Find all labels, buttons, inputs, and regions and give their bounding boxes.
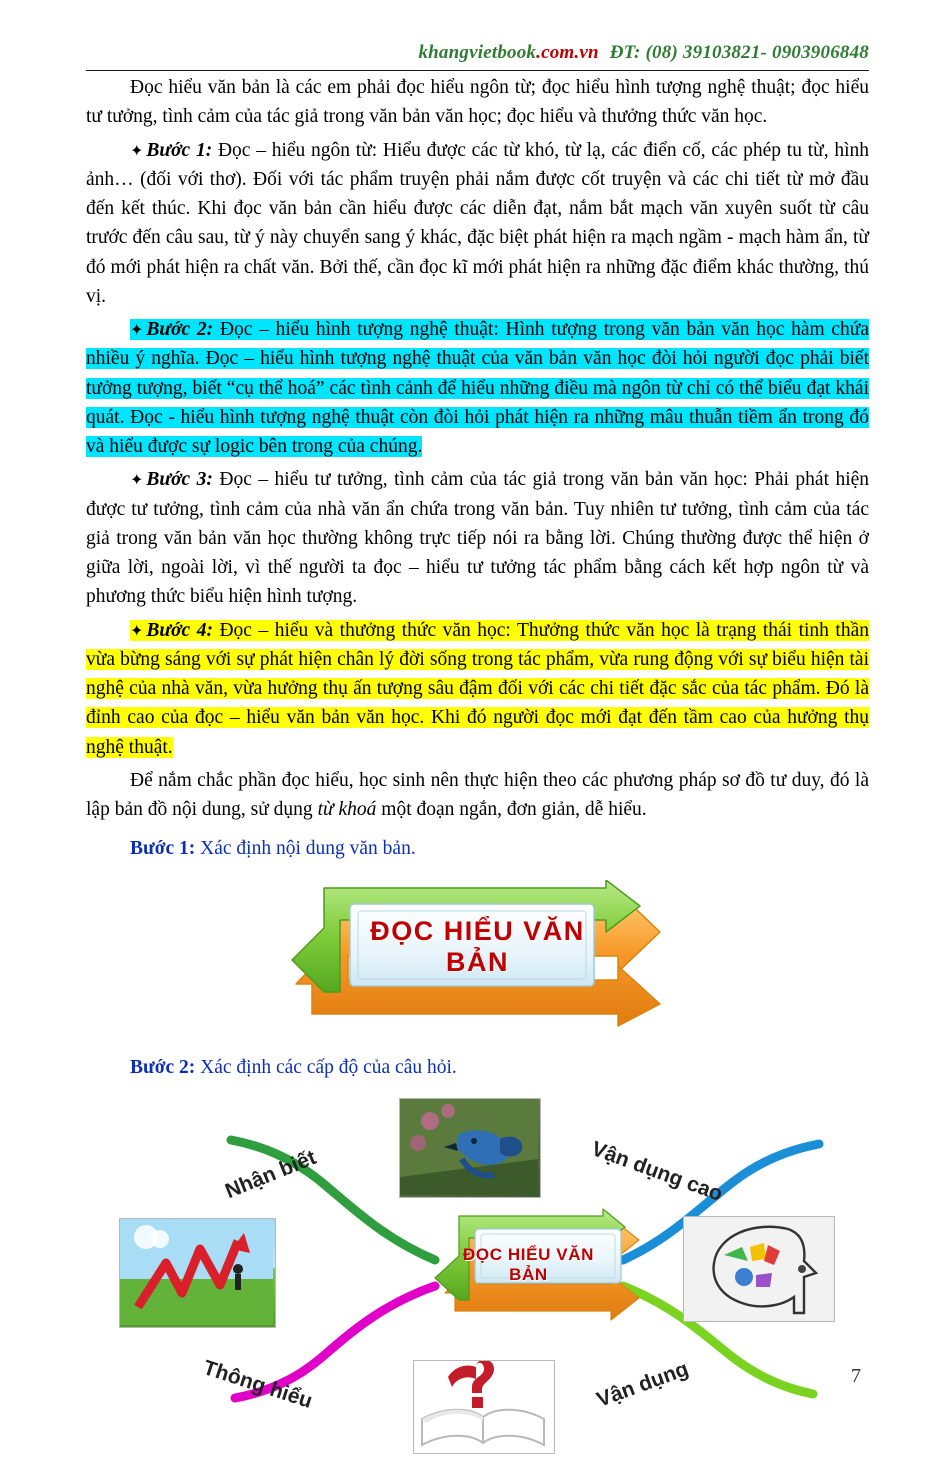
- step-1-paragraph: [86, 134, 869, 312]
- site-tld: .com.vn: [536, 42, 599, 63]
- figure-2-caption: Xác định các cấp độ của câu hỏi.: [200, 1056, 457, 1078]
- bullet-icon: ✦: [130, 320, 144, 339]
- step-1-text: Đọc – hiểu ngôn từ: Hiểu được các từ khó, từ lạ, các điển cố, các phép tu từ, hình ảnh… (đối với thơ). Đối với tác phẩm truyện phải nắm được cốt truyện và các chi tiết từ mở đầu đến kết thúc. Khi đọc văn bản cần hiểu được các diễn đạt, nắm bắt mạch văn xuyên suốt từ câu trước đến câu sau, từ ý này chuyển sang ý khác, đặc biệt phát hiện ra mạch ngầm - mạch hàm ẩn, từ đó mới phát hiện ra chất văn. Bởi thế, cần đọc kĩ mới phát hiện ra những đặc điểm khác thường, thú vị.: [86, 139, 869, 307]
- step-2-label: Bước 2:: [146, 319, 214, 340]
- step-4-text: Đọc – hiểu và thưởng thức văn học: Thưởng thức văn học là trạng thái tinh thần vừa bừng sáng với sự phát hiện chân lý đời sống trong tác phẩm, vừa rung động với sự biểu hiện tài nghệ của nhà văn, vừa hưởng thụ ấn tượng sâu đậm đối với các chi tiết đặc sắc của tác phẩm. Đó là đỉnh cao của đọc – hiểu văn bản văn học. Khi đó người đọc mới đạt đến tầm cao của hưởng thụ nghệ thuật.: [86, 619, 870, 758]
- closing-keyword: từ khoá: [317, 799, 377, 820]
- mindmap-label-thong-hieu: Thông hiểu: [199, 1355, 315, 1413]
- bullet-icon: ✦: [130, 470, 144, 490]
- banner-title-line1: ĐỌC HIỂU VĂN: [370, 915, 585, 946]
- closing-text-part1: Để nắm chắc phần đọc hiểu, học sinh nên thực hiện theo các phương pháp sơ đồ tư duy, đó là lập bản đồ nội dung, sử dụng: [86, 769, 869, 820]
- banner-figure: [86, 878, 869, 1043]
- figure-1-caption: Xác định nội dung văn bản.: [200, 838, 416, 860]
- mindmap-center-line2: BẢN: [509, 1265, 548, 1285]
- bullet-icon: ✦: [130, 140, 144, 160]
- mindmap-label-van-dung-cao: Vận dụng cao: [587, 1136, 726, 1206]
- banner-graphic: [288, 880, 668, 1030]
- step-3-text: Đọc – hiểu tư tưởng, tình cảm của tác giả trong văn bản văn học: Phải phát hiện được tư tưởng, tình cảm của nhà văn ẩn chứa trong văn bản. Tuy nhiên tư tưởng, tình cảm của tác giả trong văn bản văn học thường không trực tiếp nói ra bằng lời. Chúng thường được thể hiện ở giữa lời, ngoài lời, vì thế người ta đọc – hiểu tư tưởng tác phẩm bằng cách kết hợp ngôn từ và phương thức biểu hiện hình tượng.: [86, 469, 870, 608]
- step-2-paragraph: [86, 313, 869, 461]
- figure-1-caption-line: [86, 824, 869, 863]
- step-3-paragraph: [86, 463, 869, 611]
- mindmap-figure: [86, 1088, 869, 1468]
- mindmap-graphic: [83, 1088, 873, 1458]
- closing-paragraph: [86, 764, 869, 825]
- step-1-label: Bước 1:: [146, 139, 213, 161]
- bird-photo: [399, 1098, 541, 1198]
- figure-1-label: Bước 1:: [130, 838, 196, 860]
- intro-paragraph: Đọc hiểu văn bản là các em phải đọc hiểu ngôn từ; đọc hiểu hình tượng nghệ thuật; đọc hiểu tư tưởng, tình cảm của tác giả trong văn bản văn học; đọc hiểu và thưởng thức văn học.: [86, 77, 869, 128]
- open-book-question-photo: [413, 1360, 555, 1454]
- page-header: [86, 0, 869, 64]
- site-name: khangvietbook.com.vn: [418, 42, 599, 63]
- step-4-paragraph: [86, 614, 869, 762]
- growth-chart-photo: [119, 1218, 276, 1328]
- banner-title-line2: BẢN: [446, 947, 509, 978]
- page-number: 7: [851, 1365, 861, 1387]
- step-4-label: Bước 4:: [146, 619, 213, 641]
- banner-title: [288, 916, 668, 980]
- figure-2-caption-line: [86, 1043, 869, 1082]
- mindmap-label-van-dung: Vận dụng: [593, 1357, 692, 1412]
- step-2-text: Đọc – hiểu hình tượng nghệ thuật: Hình tượng trong văn bản văn học hàm chứa nhiều ý nghĩa. Đọc – hiểu hình tượng nghệ thuật của văn bản văn học đòi hỏi người đọc phải biết tưởng tượng, biết “cụ thể hoá” các tình cảnh để hiểu những điều mà ngôn từ chỉ có thể biểu đạt khái quát. Đọc - hiểu hình tượng nghệ thuật còn đòi hỏi phát hiện ra những mâu thuẫn tiềm ẩn trong đó và hiểu được sự logic bên trong của chúng.: [86, 319, 870, 457]
- figure-2-label: Bước 2:: [130, 1056, 196, 1078]
- bullet-icon: ✦: [130, 620, 144, 640]
- mindmap-center-line1: ĐỌC HIỂU VĂN: [463, 1244, 594, 1264]
- header-phone: ĐT: (08) 39103821- 0903906848: [609, 42, 869, 63]
- brain-diagram-photo: [683, 1216, 835, 1322]
- mindmap-center-title: [424, 1245, 634, 1286]
- step-3-label: Bước 3:: [146, 469, 213, 491]
- mindmap-label-nhan-biet: Nhận biết: [221, 1145, 319, 1203]
- closing-text-part2: một đoạn ngắn, đơn giản, dễ hiểu.: [376, 799, 647, 820]
